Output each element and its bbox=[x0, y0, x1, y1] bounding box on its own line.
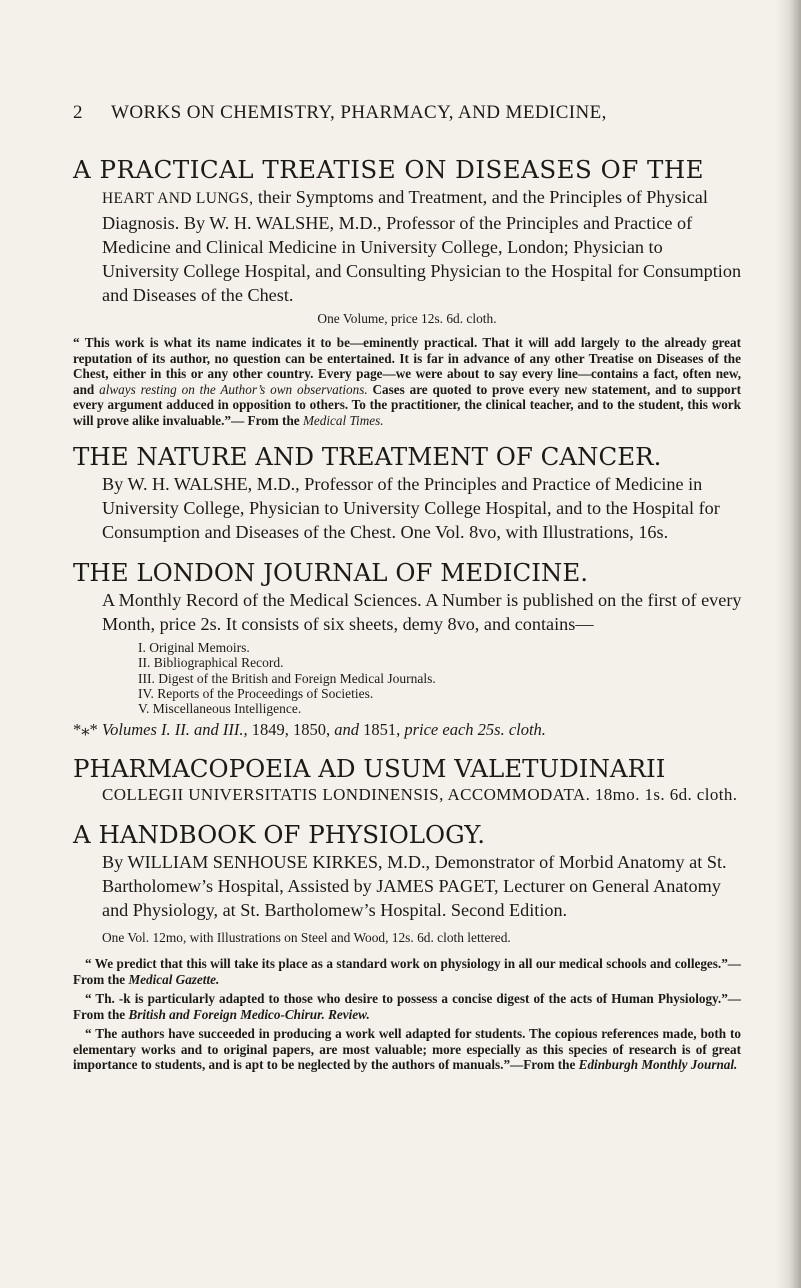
page-edge-shadow bbox=[775, 0, 801, 1288]
quote-emphasis: always resting on the Author’s own observations. bbox=[99, 381, 368, 397]
review-quote bbox=[73, 1026, 741, 1073]
list-item: IV. Reports of the Proceedings of Societies. bbox=[138, 685, 374, 701]
entry-body: their Symptoms and Treatment, and the Principles of Physical Diagnosis. By W. H. WALSHE, M.D., Professor of the Principles and Practice of Medicine and Clinical Medicine in University College, London; Physician to University College Hospital, and Consulting Physician to the Hospital for Consumption and Diseases of the Chest. bbox=[102, 187, 742, 305]
list-item: II. Bibliographical Record. bbox=[138, 655, 284, 671]
entry-title: THE NATURE AND TREATMENT OF CANCER. bbox=[73, 442, 662, 471]
page-number: 2 bbox=[73, 102, 83, 123]
list-item: III. Digest of the British and Foreign Medical Journals. bbox=[138, 670, 436, 686]
running-title: WORKS ON CHEMISTRY, PHARMACY, AND MEDICINE, bbox=[111, 102, 607, 123]
volumes-year: 1851, bbox=[363, 720, 401, 740]
review-quote bbox=[73, 335, 741, 428]
review-quote bbox=[73, 991, 741, 1022]
quote-source: Medical Gazette. bbox=[128, 971, 220, 987]
quote-text: “ We predict that this will take its place as a standard work on physiology in all our medical schools and colleges.”—From the bbox=[73, 956, 741, 987]
entry-cancer bbox=[73, 442, 741, 544]
entry-price: One Volume, price 12s. 6d. cloth. bbox=[317, 311, 497, 326]
entry-title: A PRACTICAL TREATISE ON DISEASES OF THE bbox=[73, 155, 705, 184]
entry-title: PHARMACOPOEIA AD USUM VALETUDINARII bbox=[73, 754, 666, 784]
quote-text: “ Th. ‑k is particularly adapted to those who desire to possess a concise digest of the acts of Human Physiology.”—From the bbox=[73, 991, 741, 1022]
volumes-years: 1849, 1850, bbox=[251, 720, 335, 740]
quote-source: British and Foreign Medico-Chirur. Review. bbox=[128, 1006, 370, 1022]
review-quote bbox=[73, 956, 741, 987]
list-item: V. Miscellaneous Intelligence. bbox=[138, 701, 302, 717]
volumes-and: and bbox=[334, 720, 364, 740]
volumes-price: price each 25s. cloth. bbox=[400, 720, 546, 740]
contents-list bbox=[138, 640, 741, 716]
quote-text: “ This work is what its name indicates it to be—eminently practical. That it will add largely to the already great reputation of its author, no question can be entertained. It is far in advance of any other Treatise on Diseases of the Chest, either in this or any other country. Every page—we were about to say every line—contains a fact, often new, and bbox=[73, 335, 741, 397]
list-item: I. Original Memoirs. bbox=[138, 640, 250, 655]
entry-body: COLLEGII UNIVERSITATIS LONDINENSIS, ACCOMMODATA. 18mo. 1s. 6d. cloth. bbox=[102, 785, 738, 805]
entry-pharmacopoeia bbox=[73, 754, 741, 806]
running-head bbox=[0, 102, 801, 126]
quote-text: “ The authors have succeeded in producing a work well adapted for students. The copious references made, both to elementary works and to original papers, are most valuable; more especially as this species of research is of great importance to students, and is apt to be neglected by the authors of manuals.”—From the bbox=[73, 1026, 741, 1073]
entry-body: By WILLIAM SENHOUSE KIRKES, M.D., Demonstrator of Morbid Anatomy at St. Bartholomew’s Hospital, Assisted by JAMES PAGET, Lecturer on General Anatomy and Physiology, at St. Bartholomew’s Hospital. Second Edition. bbox=[102, 852, 727, 921]
volumes-text: Volumes I. II. and III., bbox=[97, 720, 252, 740]
quote-source: Edinburgh Monthly Journal. bbox=[578, 1057, 738, 1073]
quote-text-cont: Cases are quoted to prove every new statement, and to support every argument adduced in opposition to others. To the practitioner, the clinical teacher, and to the student, this work will prove alike invaluable.”— From the bbox=[73, 381, 742, 428]
entry-body: By W. H. WALSHE, M.D., Professor of the Principles and Practice of Medicine in University College, Physician to University College Hospital, and to the Hospital for Consumption and Diseases of the Chest. One Vol. 8vo, with Illustrations, 16s. bbox=[102, 474, 720, 542]
entry-title-continued: HEART AND LUNGS, bbox=[102, 190, 254, 207]
page-content bbox=[73, 155, 741, 1073]
quote-source: Medical Times. bbox=[302, 412, 384, 428]
entry-title: THE LONDON JOURNAL OF MEDICINE. bbox=[73, 558, 589, 587]
entry-title: A HANDBOOK OF PHYSIOLOGY. bbox=[73, 820, 486, 850]
asterism: *⁎* bbox=[73, 720, 98, 740]
entry-body: A Monthly Record of the Medical Sciences. A Number is published on the first of every Month, price 2s. It consists of six sheets, demy 8vo, and contains— bbox=[102, 590, 742, 634]
volumes-note bbox=[73, 720, 741, 740]
entry-treatise-heart-lungs bbox=[73, 155, 741, 428]
entry-london-journal bbox=[73, 558, 741, 740]
entry-description bbox=[102, 185, 742, 307]
entry-handbook-physiology bbox=[73, 820, 741, 1073]
entry-price: One Vol. 12mo, with Illustrations on Steel and Wood, 12s. 6d. cloth lettered. bbox=[102, 930, 511, 946]
